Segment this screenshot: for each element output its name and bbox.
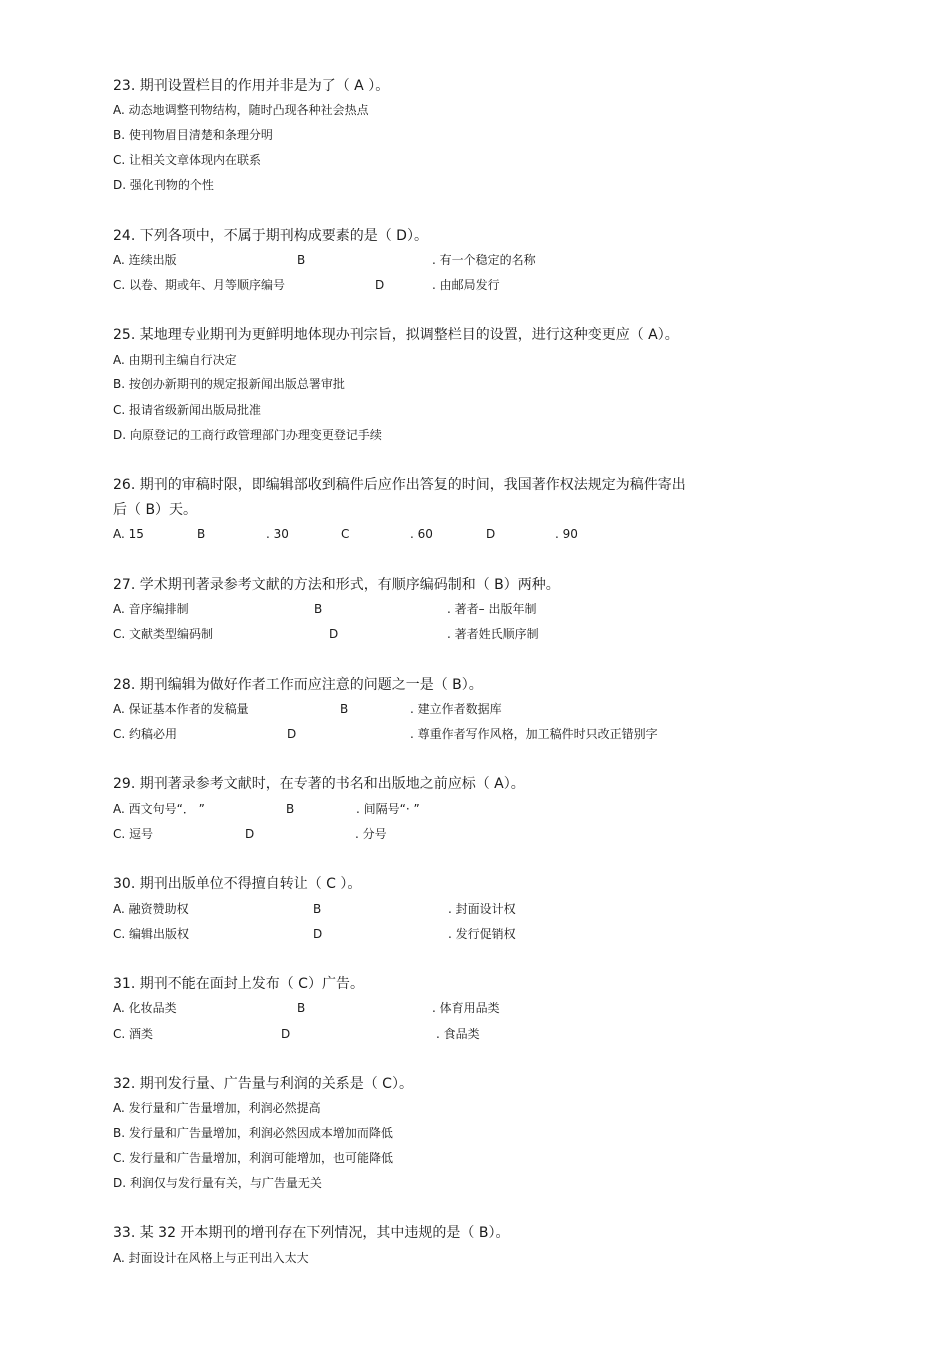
question-24-option-a: A. 连续出版 [113, 253, 177, 267]
question-30-stem: 30. 期刊出版单位不得擅自转让（ C ）。 [113, 876, 362, 892]
question-25-option-d: D. 向原登记的工商行政管理部门办理变更登记手续 [113, 428, 382, 442]
question-29-stem: 29. 期刊著录参考文献时，在专著的书名和出版地之前应标（ A）。 [113, 776, 525, 792]
question-24-option-d: . 由邮局发行 [432, 278, 500, 292]
question-30-option-b: . 封面设计权 [448, 902, 516, 916]
question-24-letter-b: B [297, 253, 306, 267]
question-28-option-a: A. 保证基本作者的发稿量 [113, 702, 249, 716]
question-27-option-c: C. 文献类型编码制 [113, 627, 214, 641]
question-28-letter-d: D [287, 727, 297, 741]
question-26-letter-d: D [486, 527, 496, 541]
question-24-stem: 24. 下列各项中，不属于期刊构成要素的是（ D）。 [113, 228, 428, 244]
question-31-letter-b: B [297, 1001, 306, 1015]
question-26-letter-b: B [197, 527, 206, 541]
question-31-stem: 31. 期刊不能在面封上发布（ C）广告。 [113, 976, 364, 992]
question-25-stem: 25. 某地理专业期刊为更鲜明地体现办刊宗旨，拟调整栏目的设置，进行这种变更应（ A）。 [113, 327, 679, 343]
question-23-option-a: A. 动态地调整刊物结构，随时凸现各种社会热点 [113, 103, 369, 117]
question-24-option-c: C. 以卷、期或年、月等顺序编号 [113, 278, 286, 292]
question-33-option-a: A. 封面设计在风格上与正刊出入太大 [113, 1251, 309, 1265]
question-29-letter-b: B [286, 802, 295, 816]
question-29-letter-d: D [245, 827, 255, 841]
question-23-option-b: B. 使刊物眉目清楚和条理分明 [113, 128, 273, 142]
question-23-option-d: D. 强化刊物的个性 [113, 178, 214, 192]
question-27-letter-b: B [314, 602, 323, 616]
question-26-letter-c: C [341, 527, 350, 541]
question-29-option-c: C. 逗号 [113, 827, 154, 841]
question-27-option-b: . 著者– 出版年制 [447, 602, 537, 616]
question-31-option-a: A. 化妆品类 [113, 1001, 177, 1015]
question-26-stem-line1: 26. 期刊的审稿时限，即编辑部收到稿件后应作出答复的时间，我国著作权法规定为稿件寄出 [113, 477, 686, 493]
question-28-stem: 28. 期刊编辑为做好作者工作而应注意的问题之一是（ B）。 [113, 677, 483, 693]
question-27-option-d: . 著者姓氏顺序制 [447, 627, 539, 641]
question-26-option-b: . 30 [266, 527, 289, 541]
question-31-option-d: . 食品类 [436, 1027, 480, 1041]
question-32-stem: 32. 期刊发行量、广告量与利润的关系是（ C）。 [113, 1076, 413, 1092]
question-25-option-c: C. 报请省级新闻出版局批准 [113, 403, 262, 417]
question-26-stem-line2: 后（ B）天。 [113, 502, 198, 518]
question-28-option-c: C. 约稿必用 [113, 727, 178, 741]
question-26-option-c: . 60 [410, 527, 433, 541]
question-23-stem: 23. 期刊设置栏目的作用并非是为了（ A ）。 [113, 78, 390, 94]
question-30-letter-b: B [313, 902, 322, 916]
question-33-stem: 33. 某 32 开本期刊的增刊存在下列情况，其中违规的是（ B）。 [113, 1225, 510, 1241]
question-30-option-d: . 发行促销权 [448, 927, 516, 941]
question-32-option-c: C. 发行量和广告量增加，利润可能增加，也可能降低 [113, 1151, 394, 1165]
question-25-option-b: B. 按创办新期刊的规定报新闻出版总署审批 [113, 377, 345, 391]
question-32-option-b: B. 发行量和广告量增加，利润必然因成本增加而降低 [113, 1126, 393, 1140]
question-24-letter-d: D [375, 278, 385, 292]
question-28-letter-b: B [340, 702, 349, 716]
question-27-letter-d: D [329, 627, 339, 641]
question-31-letter-d: D [281, 1027, 291, 1041]
question-27-stem: 27. 学术期刊著录参考文献的方法和形式，有顺序编码制和（ B）两种。 [113, 577, 560, 593]
question-31-option-c: C. 酒类 [113, 1027, 154, 1041]
question-29-option-d: . 分号 [355, 827, 387, 841]
question-32-option-a: A. 发行量和广告量增加，利润必然提高 [113, 1101, 321, 1115]
question-28-option-b: . 建立作者数据库 [410, 702, 502, 716]
question-23-option-c: C. 让相关文章体现内在联系 [113, 153, 262, 167]
question-29-option-a: A. 西文句号“． ” [113, 802, 205, 816]
question-30-option-c: C. 编辑出版权 [113, 927, 190, 941]
question-26-option-a: A. 15 [113, 527, 144, 541]
question-30-option-a: A. 融资赞助权 [113, 902, 189, 916]
question-26-option-d: . 90 [555, 527, 578, 541]
question-31-option-b: . 体育用品类 [432, 1001, 500, 1015]
question-28-option-d: . 尊重作者写作风格，加工稿件时只改正错别字 [410, 727, 658, 741]
question-24-option-b: . 有一个稳定的名称 [432, 253, 536, 267]
question-25-option-a: A. 由期刊主编自行决定 [113, 353, 237, 367]
question-32-option-d: D. 利润仅与发行量有关，与广告量无关 [113, 1176, 322, 1190]
question-29-option-b: . 间隔号“· ” [356, 802, 420, 816]
question-30-letter-d: D [313, 927, 323, 941]
question-27-option-a: A. 音序编排制 [113, 602, 189, 616]
